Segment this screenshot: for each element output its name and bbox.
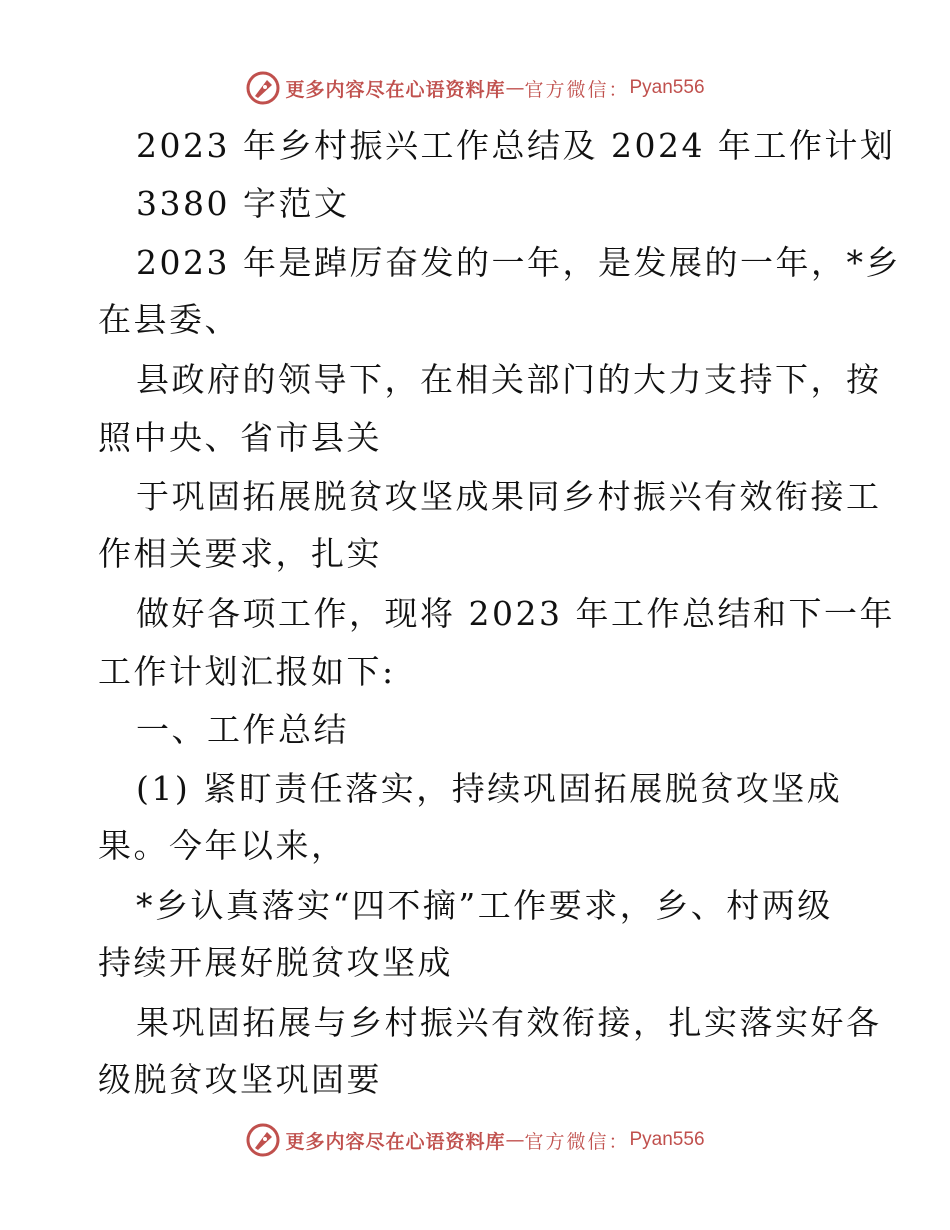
- section-heading: 一、工作总结: [136, 710, 349, 749]
- title-line-2: 3380 字范文: [136, 184, 350, 223]
- watermark-wechat-id: Pyan556: [629, 1129, 705, 1150]
- body-line: 作相关要求，扎实: [98, 534, 382, 573]
- watermark-brand: 更多内容尽在心语资料库: [285, 78, 506, 101]
- body-line: 持续开展好脱贫攻坚成: [98, 943, 453, 982]
- body-line: 工作计划汇报如下:: [98, 652, 396, 691]
- body-line: 2023 年是踔厉奋发的一年，是发展的一年，*乡: [136, 243, 901, 282]
- watermark-brand: 更多内容尽在心语资料库: [285, 1130, 506, 1153]
- body-line: 县政府的领导下，在相关部门的大力支持下，按: [136, 360, 882, 399]
- body-line: 级脱贫攻坚巩固要: [98, 1060, 382, 1099]
- body-line: 果巩固拓展与乡村振兴有效衔接，扎实落实好各: [136, 1003, 882, 1042]
- watermark-official-label: 官方微信：: [524, 1130, 630, 1153]
- body-line: 果。今年以来，: [98, 826, 347, 865]
- pen-nib-circle-icon: [245, 1122, 281, 1158]
- subsection-heading: (1) 紧盯责任落实，持续巩固拓展脱贫攻坚成: [136, 769, 843, 808]
- pen-nib-circle-icon: [245, 70, 281, 106]
- footer-watermark: [0, 1118, 950, 1162]
- body-line: 照中央、省市县关: [98, 418, 382, 457]
- body-line: 在县委、: [98, 300, 240, 339]
- watermark-official-label: 官方微信：: [524, 78, 630, 101]
- body-line: 做好各项工作，现将 2023 年工作总结和下一年: [136, 594, 895, 633]
- header-watermark: [0, 66, 950, 110]
- body-line: 于巩固拓展脱贫攻坚成果同乡村振兴有效衔接工: [136, 477, 882, 516]
- body-line: *乡认真落实“四不摘”工作要求，乡、村两级: [136, 886, 833, 925]
- watermark-dash: —: [505, 1129, 525, 1151]
- watermark-dash: —: [505, 77, 525, 99]
- title-line-1: 2023 年乡村振兴工作总结及 2024 年工作计划: [136, 126, 896, 165]
- watermark-wechat-id: Pyan556: [629, 77, 705, 98]
